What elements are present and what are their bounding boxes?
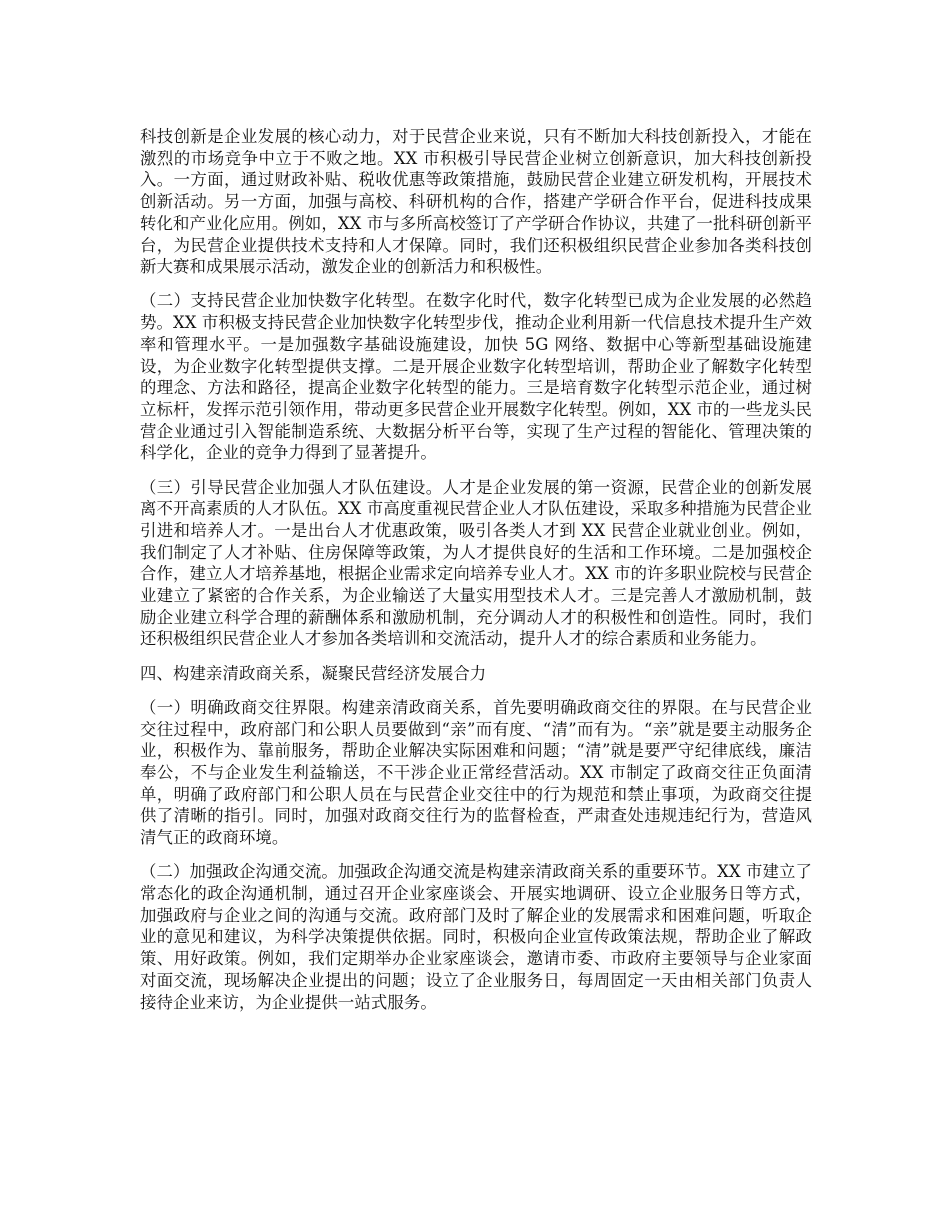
document-body: [140, 126, 812, 1026]
paragraph-gov-business-boundary: （一）明确政商交往界限。构建亲清政商关系，首先要明确政商交往的界限。在与民营企业交往过程中，政府部门和公职人员要做到“亲”而有度、“清”而有为。“亲”就是要主动服务企业，积极作为、靠前服务，帮助企业解决实际困难和问题；“清”就是要严守纪律底线，廉洁奉公，不与企业发生利益输送，不干涉企业正常经营活动。XX 市制定了政商交往正负面清单，明确了政府部门和公职人员在与民营企业交往中的行为规范和禁止事项，为政商交往提供了清晰的指引。同时，加强对政商交往行为的监督检查，严肃查处违规违纪行为，营造风清气正的政商环境。: [140, 697, 812, 848]
paragraph-tech-innovation: 科技创新是企业发展的核心动力，对于民营企业来说，只有不断加大科技创新投入，才能在激烈的市场竞争中立于不败之地。XX 市积极引导民营企业树立创新意识，加大科技创新投入。一方面，通过财政补贴、税收优惠等政策措施，鼓励民营企业建立研发机构，开展技术创新活动。另一方面，加强与高校、科研机构的合作，搭建产学研合作平台，促进科技成果转化和产业化应用。例如，XX 市与多所高校签订了产学研合作协议，共建了一批科研创新平台，为民营企业提供技术支持和人才保障。同时，我们还积极组织民营企业参加各类科技创新大赛和成果展示活动，激发企业的创新活力和积极性。: [140, 127, 812, 277]
paragraph-gov-business-communication: （二）加强政企沟通交流。加强政企沟通交流是构建亲清政商关系的重要环节。XX 市建立了常态化的政企沟通机制，通过召开企业家座谈会、开展实地调研、设立企业服务日等方式，加强政府与企业之间的沟通与交流。政府部门及时了解企业的发展需求和困难问题，听取企业的意见和建议，为科学决策提供依据。同时，积极向企业宣传政策法规，帮助企业了解政策、用好政策。例如，我们定期举办企业家座谈会，邀请市委、市政府主要领导与企业家面对面交流，现场解决企业提出的问题；设立了企业服务日，每周固定一天由相关部门负责人接待企业来访，为企业提供一站式服务。: [140, 862, 812, 1012]
paragraph-digital-transformation: （二）支持民营企业加快数字化转型。在数字化时代，数字化转型已成为企业发展的必然趋势。XX 市积极支持民营企业加快数字化转型步伐，推动企业利用新一代信息技术提升生产效率和管理水平。一是加强数字基础设施建设，加快 5G 网络、数据中心等新型基础设施建设，为企业数字化转型提供支撑。二是开展企业数字化转型培训，帮助企业了解数字化转型的理念、方法和路径，提高企业数字化转型的能力。三是培育数字化转型示范企业，通过树立标杆，发挥示范引领作用，带动更多民营企业开展数字化转型。例如，XX 市的一些龙头民营企业通过引入智能制造系统、大数据分析平台等，实现了生产过程的智能化、管理决策的科学化，企业的竞争力得到了显著提升。: [140, 291, 812, 463]
section-heading-4: 四、构建亲清政商关系，凝聚民营经济发展合力: [140, 663, 487, 683]
paragraph-talent-building: （三）引导民营企业加强人才队伍建设。人才是企业发展的第一资源，民营企业的创新发展离不开高素质的人才队伍。XX 市高度重视民营企业人才队伍建设，采取多种措施为民营企业引进和培养人才。一是出台人才优惠政策，吸引各类人才到 XX 民营企业就业创业。例如，我们制定了人才补贴、住房保障等政策，为人才提供良好的生活和工作环境。二是加强校企合作，建立人才培养基地，根据企业需求定向培养专业人才。XX 市的许多职业院校与民营企业建立了紧密的合作关系，为企业输送了大量实用型技术人才。三是完善人才激励机制，鼓励企业建立科学合理的薪酬体系和激励机制，充分调动人才的积极性和创造性。同时，我们还积极组织民营企业人才参加各类培训和交流活动，提升人才的综合素质和业务能力。: [140, 477, 812, 649]
